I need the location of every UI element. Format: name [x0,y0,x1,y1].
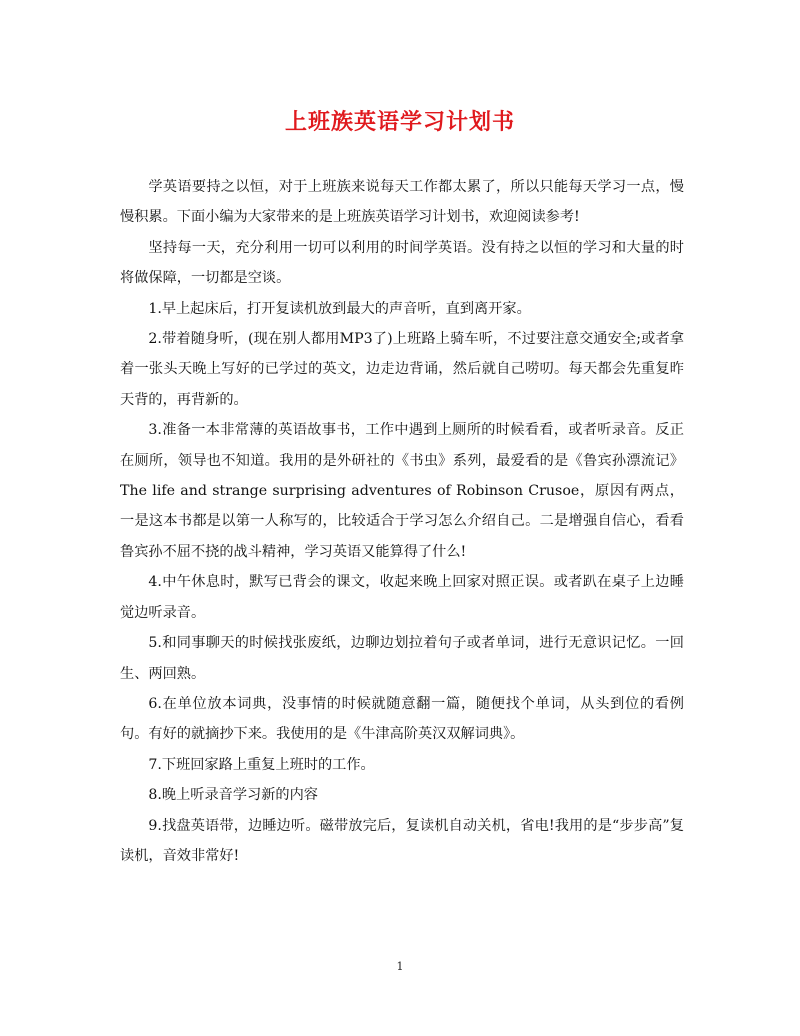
page-number: 1 [396,960,404,973]
paragraph-item-4: 4.中午休息时，默写已背会的课文，收起来晚上回家对照正误。或者趴在桌子上边睡觉边听录音。 [120,574,684,621]
paragraph-item-6: 6.在单位放本词典，没事情的时候就随意翻一篇，随便找个单词，从头到位的看例句。有好的就摘抄下来。我使用的是《牛津高阶英汉双解词典》。 [120,695,684,743]
document-body [120,172,684,871]
paragraph-item-8: 8.晚上听录音学习新的内容 [148,787,318,804]
paragraph-item-5: 5.和同事聊天的时候找张废纸，边聊边划拉着句子或者单词，进行无意识记忆。一回生、两回熟。 [120,635,684,682]
paragraph-item-7: 7.下班回家路上重复上班时的工作。 [148,756,375,773]
paragraph-item-9: 9.找盘英语带，边睡边听。磁带放完后，复读机自动关机，省电!我用的是“步步高”复读机，音效非常好! [120,817,684,864]
document-title: 上班族英语学习计划书 [284,109,515,135]
paragraph-item-1: 1.早上起床后，打开复读机放到最大的声音听，直到离开家。 [148,300,531,317]
paragraph-item-2: 2.带着随身听，(现在别人都用MP3了)上班路上骑车听，不过要注意交通安全;或者拿着一张头天晚上写好的已学过的英文，边走边背诵，然后就自己唠叨。每天都会先重复昨天背的，再背新的。 [120,331,684,408]
paragraph-item-3: 3.准备一本非常薄的英语故事书，工作中遇到上厕所的时候看看，或者听录音。反正在厕所，领导也不知道。我用的是外研社的《书虫》系列，最爱看的是《鲁宾孙漂流记》The life and strange surprising adventures of Robinson Crusoe，原因有两点，一是这本书都是以第一人称写的，比较适合于学习怎么介绍自己。二是增强自信心，看看鲁宾孙不屈不挠的战斗精神，学习英语又能算得了什么! [120,422,684,560]
paragraph-persistence: 坚持每一天，充分利用一切可以利用的时间学英语。没有持之以恒的学习和大量的时将做保障，一切都是空谈。 [120,239,684,287]
paragraph-intro: 学英语要持之以恒，对于上班族来说每天工作都太累了，所以只能每天学习一点，慢慢积累。下面小编为大家带来的是上班族英语学习计划书，欢迎阅读参考! [120,179,684,226]
